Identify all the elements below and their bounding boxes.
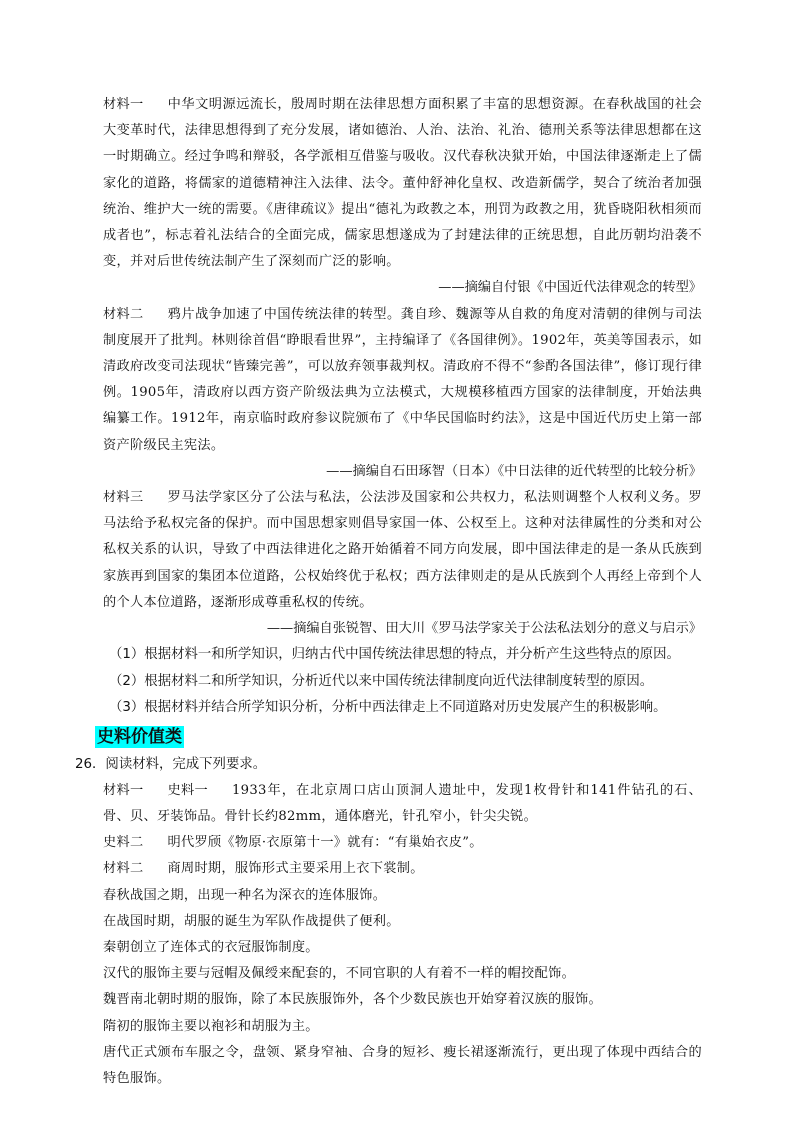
q26-source-2-text: 明代罗颀《物原·衣原第十一》就有：“有巢始衣皮”。 [167,835,483,851]
list-item: 秦朝创立了连体式的衣冠服饰制度。 [103,939,319,955]
q26-material-1-label: 材料一 [103,782,144,798]
material-2-label: 材料二 [103,306,144,322]
section-title: 史料价值类 [97,726,182,747]
material-2-text: 鸦片战争加速了中国传统法律的转型。龚自珍、魏源等从自救的角度对清朝的律例与司法制度展开了批判。林则徐首倡“睁眼看世界”，主持编译了《各国律例》。1902年，英美等国表示，如清政府改变司法现状“皆臻完善”，可以放弃领事裁判权。清政府不得不“参酌各国法律”，修订现行律例。1905年，清政府以西方资产阶级法典为立法模式，大规模移植西方国家的法律制度，开始法典编纂工作。1912年，南京临时政府参议院颁布了《中华民国临时约法》，这是中国近代历史上第一部资产阶级民主宪法。 [103,306,702,453]
q26-source-2-label: 史料二 [103,835,144,851]
list-item: 隋初的服饰主要以袍衫和胡服为主。 [103,1018,319,1034]
list-item: 汉代的服饰主要与冠帽及佩绶来配套的，不同官职的人有着不一样的帽挍配饰。 [103,966,576,982]
material-3 [103,485,702,616]
material-1-label: 材料一 [103,97,144,112]
material-1 [103,92,702,275]
material-3-label: 材料三 [103,490,144,506]
section-heading-wrap [97,722,702,752]
material-2-source: ——摘编自石田琢智（日本）《中日法律的近代转型的比较分析》 [326,463,702,479]
list-item: 唐代正式颁布车服之令，盘领、紧身窄袖、合身的短衫、瘦长裙逐渐流行，更出现了体现中西结合的特色服饰。 [103,1044,702,1086]
q26-material-2-label: 材料二 [103,861,144,877]
q26-material-2-lines [103,883,702,1093]
q26-source-2 [103,830,702,856]
question-3: （3）根据材料并结合所学知识分析，分析中西法律走上不同道路对历史发展产生的积极影响。 [109,700,667,716]
question-1: （1）根据材料一和所学知识，归纳古代中国传统法律思想的特点，并分析产生这些特点的原因。 [109,647,680,663]
material-2 [103,302,702,459]
list-item: 春秋战国之期，出现一种名为深衣的连体服饰。 [103,887,387,903]
list-item: 在战国时期，胡服的诞生为军队作战提供了便利。 [103,913,400,929]
material-3-source: ——摘编自张锐智、田大川《罗马法学家关于公法私法划分的意义与启示》 [266,621,702,637]
q26-material-1-sub: 史料一 [167,782,208,798]
q26-material-2 [103,856,702,882]
material-1-text: 中华文明源远流长，殷周时期在法律思想方面积累了丰富的思想资源。在春秋战国的社会大变革时代，法律思想得到了充分发展，诸如德治、人治、法治、礼治、德刑关系等法律思想都在这一时期确立。经过争鸣和辩驳，各学派相互借鉴与吸收。汉代春秋决狱开始，中国法律逐渐走上了儒家化的道路，将儒家的道德精神注入法律、法令。董仲舒神化皇权、改造新儒学，契合了统治者加强统治、维护大一统的需要。《唐律疏议》提出“德礼为政教之本，刑罚为政教之用，犹昏晓阳秋相须而成者也”，标志着礼法结合的全面完成，儒家思想遂成为了封建法律的正统思想，自此历朝均沿袭不变，并对后世传统法制产生了深刻而广泛的影响。 [103,97,702,270]
material-3-text: 罗马法学家区分了公法与私法，公法涉及国家和公共权力，私法则调整个人权利义务。罗马法给予私权完备的保护。而中国思想家则倡导家国一体、公权至上。这种对法律属性的分类和对公私权关系的认识，导致了中西法律进化之路开始循着不同方向发展，即中国法律走的是一条从氏族到家族再到国家的集团本位道路，公权始终优于私权；西方法律则走的是从氏族到个人再经上帝到个人的个人本位道路，逐渐形成尊重私权的传统。 [103,490,702,610]
material-1-source: ——摘编自付银《中国近代法律观念的转型》 [438,280,702,296]
q26-material-1 [103,778,702,830]
q26-material-1-text: 1933年，在北京周口店山顶洞人遗址中，发现1枚骨针和141件钻孔的石、骨、贝、牙装饰品。骨针长约82mm，通体磨光，针孔窄小，针尖尖锐。 [103,782,702,824]
question-26-number: 26．阅读材料，完成下列要求。 [75,756,267,772]
list-item: 魏晋南北朝时期的服饰，除了本民族服饰外，各个少数民族也开始穿着汉族的服饰。 [103,992,603,1008]
q26-material-2-first: 商周时期，服饰形式主要采用上衣下裳制。 [167,861,424,877]
question-2: （2）根据材料二和所学知识，分析近代以来中国传统法律制度向近代法律制度转型的原因。 [109,673,654,689]
